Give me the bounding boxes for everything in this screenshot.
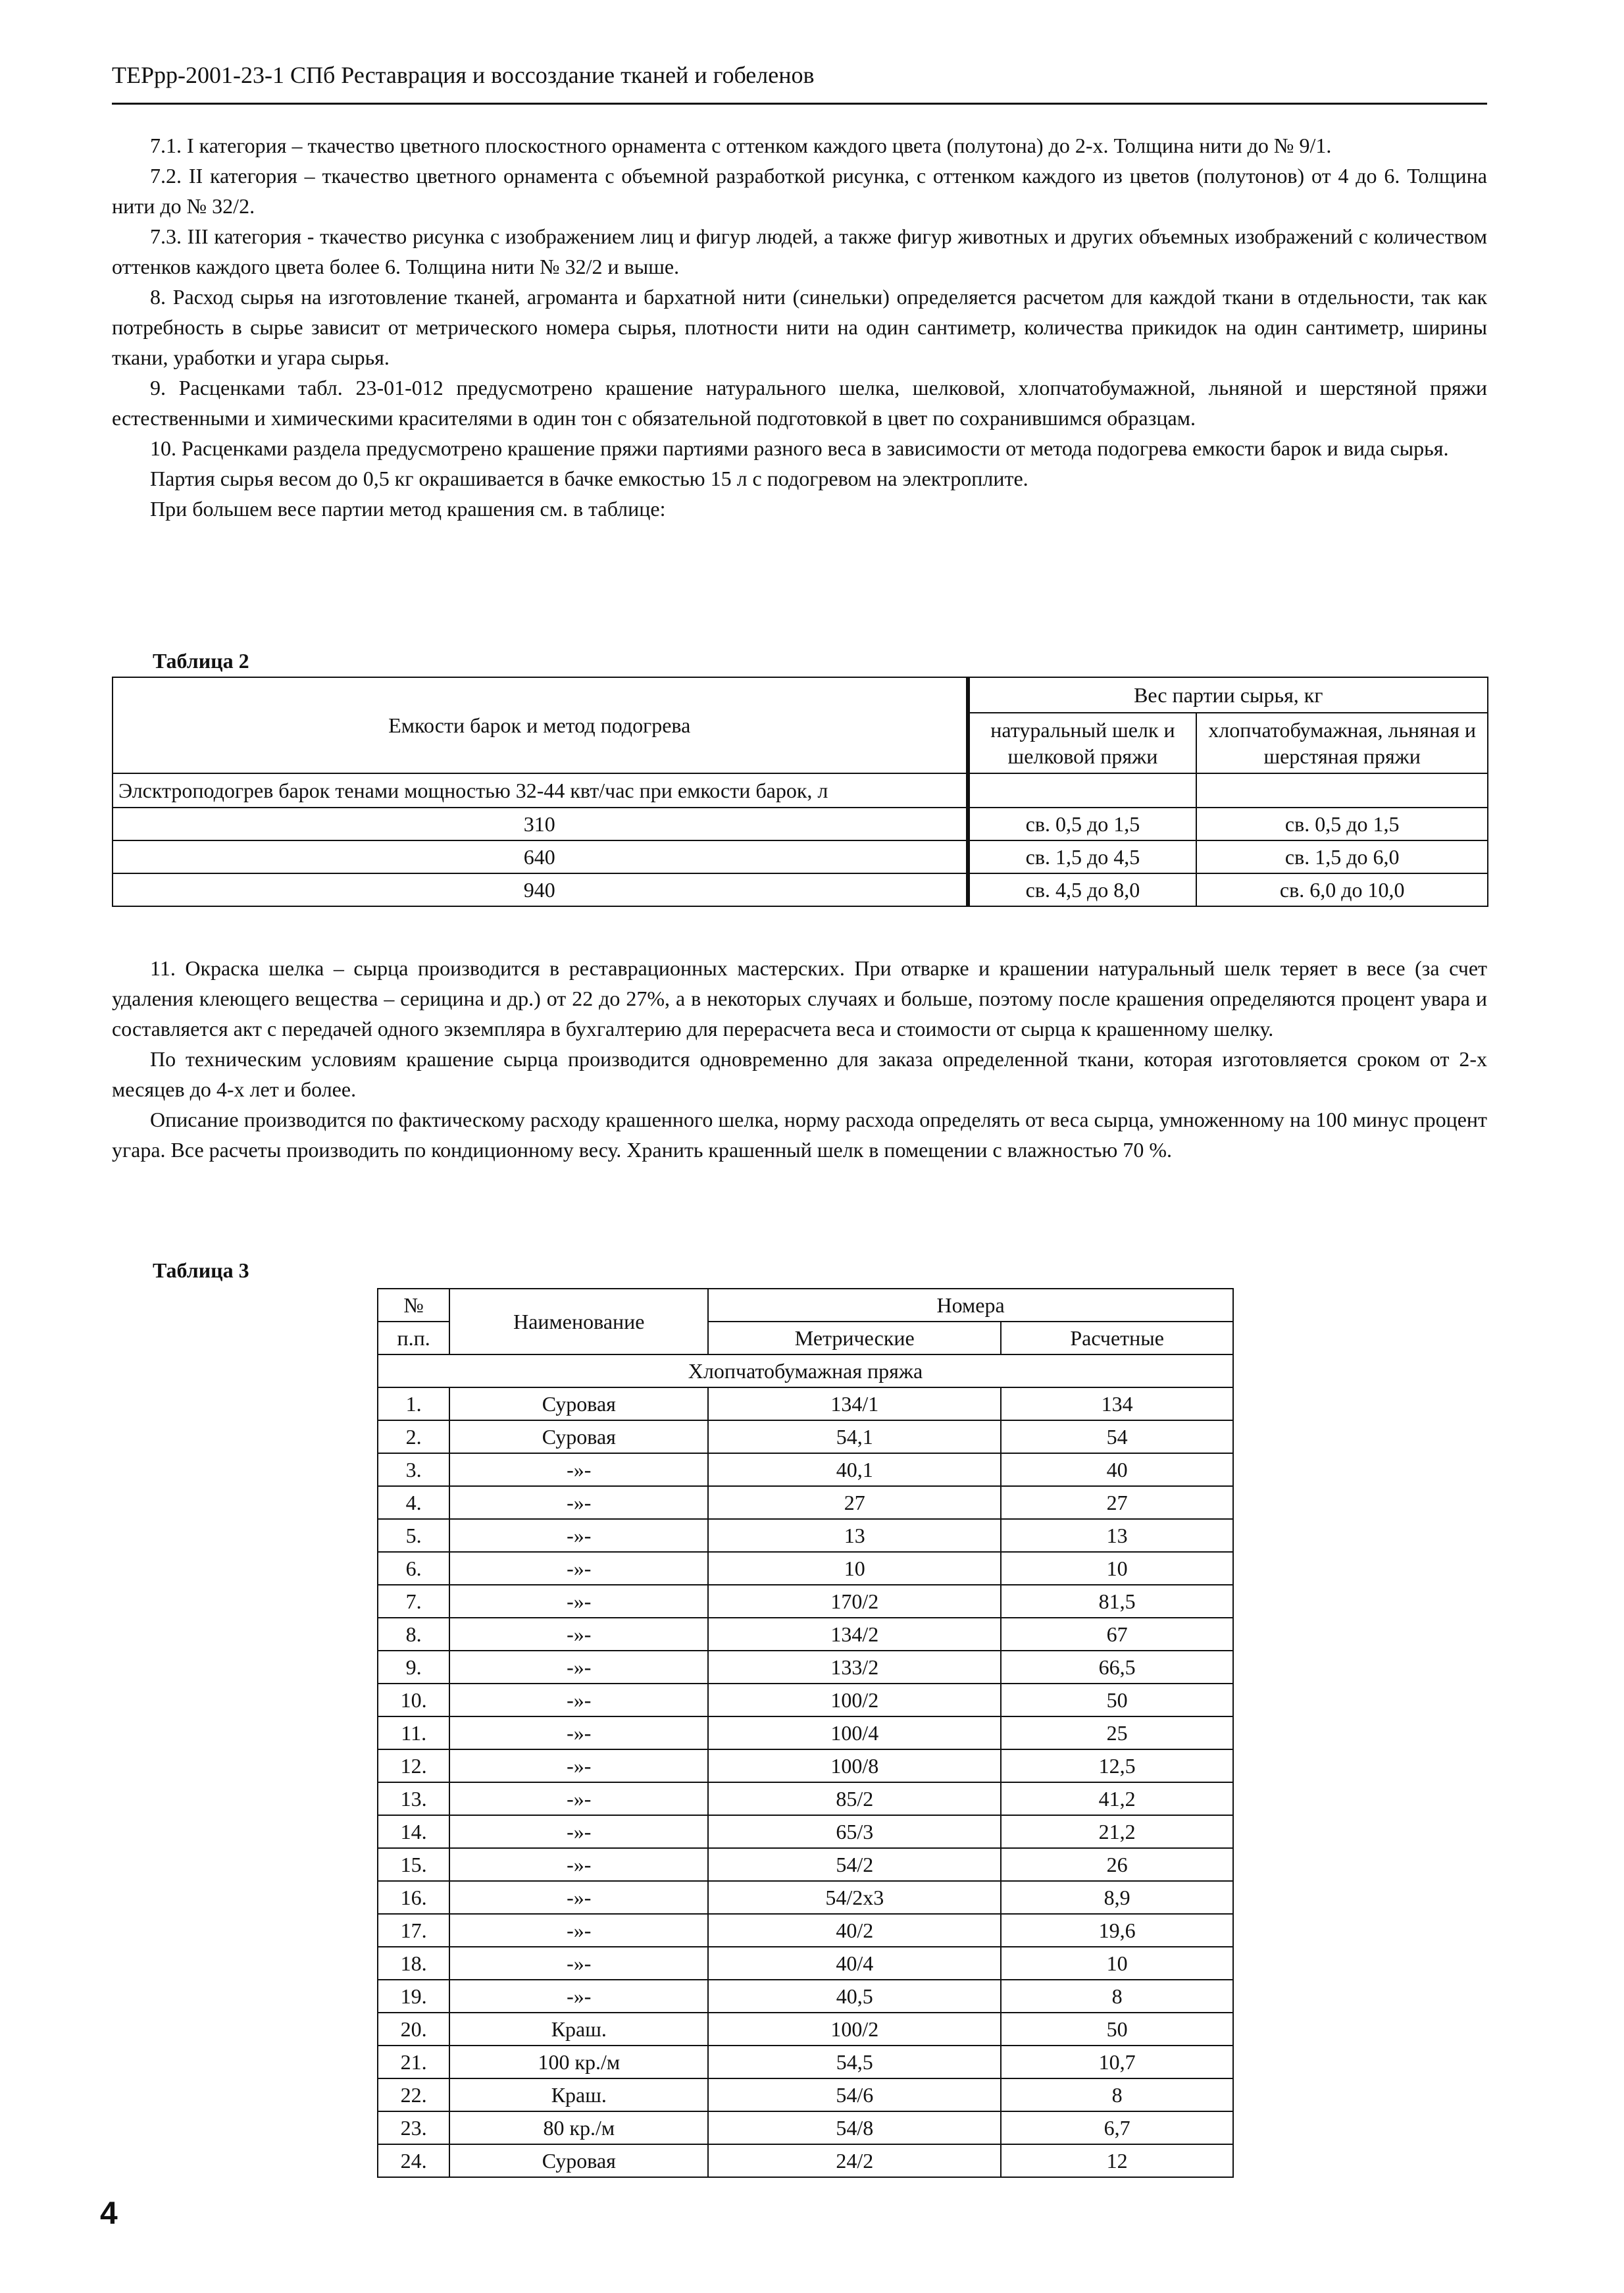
table2-col1-header: Емкости барок и метод подогрева: [113, 677, 968, 773]
table3-num-cell: 10.: [378, 1684, 449, 1716]
table3-calc-cell: 67: [1001, 1618, 1233, 1651]
table3-num-cell: 19.: [378, 1980, 449, 2013]
table3-num-cell: 7.: [378, 1585, 449, 1618]
table3-calc-cell: 12,5: [1001, 1749, 1233, 1782]
table3-calc-cell: 81,5: [1001, 1585, 1233, 1618]
table-row: [378, 1486, 1233, 1519]
table-row: [378, 1914, 1233, 1947]
table2-silk-cell: св. 1,5 до 4,5: [968, 840, 1197, 873]
table-row: [378, 1684, 1233, 1716]
top-paragraph: 7.1. I категория – ткачество цветного плоскостного орнамента с оттенком каждого цвета (полутона) до 2-х. Толщина нити до № 9/1.: [150, 134, 1332, 157]
table3-name-cell: -»-: [449, 1782, 708, 1815]
table3-num-cell: 16.: [378, 1881, 449, 1914]
table3-calc-cell: 10,7: [1001, 2046, 1233, 2078]
table3-metric-cell: 27: [708, 1486, 1001, 1519]
page-number: 4: [100, 2196, 118, 2231]
table3-name-cell: -»-: [449, 1947, 708, 1980]
table3-num-cell: 13.: [378, 1782, 449, 1815]
top-paragraph: Партия сырья весом до 0,5 кг окрашивается в бачке емкостью 15 л с подогревом на электроплите.: [150, 467, 1028, 490]
table2-capacity-cell: 640: [113, 840, 968, 873]
table-row: [378, 1552, 1233, 1585]
table2-silk-cell: св. 0,5 до 1,5: [968, 808, 1197, 840]
table3-num-cell: 8.: [378, 1618, 449, 1651]
table3-name-cell: -»-: [449, 1716, 708, 1749]
table-row: [378, 1716, 1233, 1749]
table3-num-cell: 12.: [378, 1749, 449, 1782]
top-paragraph: 7.3. III категория - ткачество рисунка с изображением лиц и фигур людей, а также фигур животных и других объемных изображений с количеством оттенков каждого цвета более 6. Толщина нити № 32/2 и выше.: [112, 224, 1487, 278]
table3-name-cell: Краш.: [449, 2078, 708, 2111]
table3-num-cell: 6.: [378, 1552, 449, 1585]
table3-metric-cell: 85/2: [708, 1782, 1001, 1815]
table3-metric-cell: 40/4: [708, 1947, 1001, 1980]
table3-calc-cell: 25: [1001, 1716, 1233, 1749]
table3-metric-cell: 54,5: [708, 2046, 1001, 2078]
table3-num-cell: 4.: [378, 1486, 449, 1519]
table-row: [378, 1848, 1233, 1881]
table3-metric-cell: 13: [708, 1519, 1001, 1552]
table3-num-cell: 22.: [378, 2078, 449, 2111]
table3-num-cell: 5.: [378, 1519, 449, 1552]
table3-metric-cell: 170/2: [708, 1585, 1001, 1618]
page-header: ТЕРрр-2001-23-1 СПб Реставрация и воссоздание тканей и гобеленов: [112, 61, 1487, 105]
table3-calc-cell: 41,2: [1001, 1782, 1233, 1815]
table3-num-cell: 2.: [378, 1420, 449, 1453]
table3-num-cell: 20.: [378, 2013, 449, 2046]
table3-metric-cell: 100/2: [708, 1684, 1001, 1716]
table2-capacity-cell: 310: [113, 808, 968, 840]
table-2: [112, 677, 1488, 907]
table-row: [378, 1881, 1233, 1914]
table2-caption: Таблица 2: [153, 649, 249, 673]
table3-calc-cell: 50: [1001, 1684, 1233, 1716]
table2-silk-cell: св. 4,5 до 8,0: [968, 873, 1197, 906]
table3-name-cell: -»-: [449, 1848, 708, 1881]
table3-metric-cell: 54/8: [708, 2111, 1001, 2144]
table3-calc-cell: 8: [1001, 1980, 1233, 2013]
table-row: [378, 2078, 1233, 2111]
table3-metric-cell: 54,1: [708, 1420, 1001, 1453]
table3-name-cell: -»-: [449, 1684, 708, 1716]
table3-name-cell: Краш.: [449, 2013, 708, 2046]
table3-name-cell: -»-: [449, 1881, 708, 1914]
table3-num-header: №: [378, 1289, 449, 1322]
table-row: [378, 1651, 1233, 1684]
table3-metric-cell: 40,1: [708, 1453, 1001, 1486]
table3-metric-cell: 54/2: [708, 1848, 1001, 1881]
table3-name-cell: -»-: [449, 1749, 708, 1782]
table3-calc-cell: 12: [1001, 2144, 1233, 2177]
table-row: [378, 2046, 1233, 2078]
table2-empty-cell: [1196, 773, 1488, 808]
table3-name-cell: Суровая: [449, 1420, 708, 1453]
table3-num-cell: 24.: [378, 2144, 449, 2177]
text-block-top: [112, 130, 1487, 524]
table3-calc-cell: 13: [1001, 1519, 1233, 1552]
table3-calc-cell: 10: [1001, 1947, 1233, 1980]
table-row: [378, 1585, 1233, 1618]
table3-name-cell: Суровая: [449, 2144, 708, 2177]
middle-paragraph: По техническим условиям крашение сырца производится одновременно для заказа определенной ткани, которая изготовляется сроком от 2-х месяцев до 4-х лет и более.: [112, 1047, 1487, 1101]
table3-calc-cell: 40: [1001, 1453, 1233, 1486]
table3-calc-header: Расчетные: [1001, 1322, 1233, 1354]
table3-numbers-header: Номера: [708, 1289, 1233, 1322]
table3-num-cell: 23.: [378, 2111, 449, 2144]
table-row: [378, 1947, 1233, 1980]
middle-paragraph: Описание производится по фактическому расходу крашенного шелка, норму расхода определять от веса сырца, умноженному на 100 минус процент угара. Все расчеты производить по кондиционному весу. Хранить крашенный шелк в помещении с влажностью 70 %.: [112, 1108, 1487, 1162]
table-row: [378, 1815, 1233, 1848]
table-row: [113, 808, 1488, 840]
table3-name-cell: -»-: [449, 1552, 708, 1585]
table3-calc-cell: 6,7: [1001, 2111, 1233, 2144]
table3-calc-cell: 19,6: [1001, 1914, 1233, 1947]
table3-name-cell: -»-: [449, 1980, 708, 2013]
table-row: [378, 1782, 1233, 1815]
table-row: [378, 1519, 1233, 1552]
table3-name-cell: 80 кр./м: [449, 2111, 708, 2144]
table-row: [378, 1453, 1233, 1486]
table3-metric-cell: 100/8: [708, 1749, 1001, 1782]
top-paragraph: 9. Расценками табл. 23-01-012 предусмотрено крашение натурального шелка, шелковой, хлопчатобумажной, льняной и шерстяной пряжи естественными и химическими красителями в один тон с обязательной подготовкой в цвет по сохранившимся образцам.: [112, 376, 1487, 430]
table3-metric-cell: 40/2: [708, 1914, 1001, 1947]
table3-calc-cell: 66,5: [1001, 1651, 1233, 1684]
top-paragraph: 7.2. II категория – ткачество цветного орнамента с объемной разработкой рисунка, с оттенком каждого из цветов (полутонов) от 4 до 6. Толщина нити до № 32/2.: [112, 164, 1487, 218]
table-row: [113, 840, 1488, 873]
table-row: [378, 1420, 1233, 1453]
table2-group-header: Вес партии сырья, кг: [968, 677, 1488, 713]
table3-metric-cell: 40,5: [708, 1980, 1001, 2013]
table3-name-header: Наименование: [449, 1289, 708, 1354]
table3-calc-cell: 10: [1001, 1552, 1233, 1585]
table3-calc-cell: 26: [1001, 1848, 1233, 1881]
table3-name-cell: -»-: [449, 1815, 708, 1848]
table3-num-cell: 15.: [378, 1848, 449, 1881]
table-row: [378, 1749, 1233, 1782]
table3-num-cell: 21.: [378, 2046, 449, 2078]
table3-num-cell: 11.: [378, 1716, 449, 1749]
table3-num-cell: 14.: [378, 1815, 449, 1848]
table3-metric-cell: 10: [708, 1552, 1001, 1585]
table-row: [378, 2111, 1233, 2144]
top-paragraph: 10. Расценками раздела предусмотрено крашение пряжи партиями разного веса в зависимости от метода подогрева емкости барок и вида сырья.: [150, 436, 1449, 460]
table3-name-cell: -»-: [449, 1519, 708, 1552]
table-row: [113, 873, 1488, 906]
table3-metric-cell: 54/2x3: [708, 1881, 1001, 1914]
table3-calc-cell: 21,2: [1001, 1815, 1233, 1848]
table3-num-cell: 3.: [378, 1453, 449, 1486]
table3-metric-cell: 100/2: [708, 2013, 1001, 2046]
table2-method-cell: Элсктроподогрев барок тенами мощностью 32-44 квт/час при емкости барок, л: [113, 773, 968, 808]
table3-num-cell: 1.: [378, 1387, 449, 1420]
top-paragraph: 8. Расход сырья на изготовление тканей, агроманта и бархатной нити (синельки) определяется расчетом для каждой ткани в отдельности, так как потребность в сырье зависит от метрического номера сырья, плотности нити на один сантиметр, количества прикидок на один сантиметр, ширины ткани, уработки и угара сырья.: [112, 285, 1487, 369]
table2-capacity-cell: 940: [113, 873, 968, 906]
table3-calc-cell: 50: [1001, 2013, 1233, 2046]
table3-calc-cell: 8: [1001, 2078, 1233, 2111]
table3-name-cell: -»-: [449, 1585, 708, 1618]
table-row: [378, 2144, 1233, 2177]
table2-silk-header: натуральный шелк и шелковой пряжи: [968, 713, 1197, 773]
table3-num-cell: 17.: [378, 1914, 449, 1947]
table-row: [378, 1387, 1233, 1420]
table-3: [377, 1288, 1234, 2178]
table3-name-cell: 100 кр./м: [449, 2046, 708, 2078]
middle-paragraph: 11. Окраска шелка – сырца производится в реставрационных мастерских. При отварке и крашении натуральный шелк теряет в весе (за счет удаления клеющего вещества – серицина и др.) от 22 до 27%, а в некоторых случаях и больше, поэтому после крашения определяются процент увара и составляется акт с передачей одного экземпляра в бухгалтерию для перерасчета веса и стоимости от сырца к крашенному шелку.: [112, 956, 1487, 1041]
table2-cotton-cell: св. 6,0 до 10,0: [1196, 873, 1488, 906]
table3-metric-cell: 24/2: [708, 2144, 1001, 2177]
table2-empty-cell: [968, 773, 1197, 808]
table3-name-cell: -»-: [449, 1651, 708, 1684]
table2-cotton-cell: св. 0,5 до 1,5: [1196, 808, 1488, 840]
table3-name-cell: -»-: [449, 1618, 708, 1651]
table3-metric-cell: 134/1: [708, 1387, 1001, 1420]
text-block-middle: [112, 953, 1487, 1165]
table3-num-subheader: п.п.: [378, 1322, 449, 1354]
table-row: [378, 2013, 1233, 2046]
table3-name-cell: Суровая: [449, 1387, 708, 1420]
table-row: [378, 1980, 1233, 2013]
table3-metric-cell: 134/2: [708, 1618, 1001, 1651]
table3-calc-cell: 8,9: [1001, 1881, 1233, 1914]
table3-metric-cell: 54/6: [708, 2078, 1001, 2111]
table3-metric-header: Метрические: [708, 1322, 1001, 1354]
table3-metric-cell: 133/2: [708, 1651, 1001, 1684]
table3-name-cell: -»-: [449, 1453, 708, 1486]
table3-name-cell: -»-: [449, 1914, 708, 1947]
table3-section-title: Хлопчатобумажная пряжа: [378, 1354, 1233, 1387]
table3-calc-cell: 54: [1001, 1420, 1233, 1453]
table3-caption: Таблица 3: [153, 1258, 249, 1282]
top-paragraph: При большем весе партии метод крашения см. в таблице:: [150, 497, 666, 521]
table3-name-cell: -»-: [449, 1486, 708, 1519]
table3-metric-cell: 100/4: [708, 1716, 1001, 1749]
table3-num-cell: 9.: [378, 1651, 449, 1684]
table2-cotton-cell: св. 1,5 до 6,0: [1196, 840, 1488, 873]
table-row: [378, 1618, 1233, 1651]
table2-cotton-header: хлопчатобумажная, льняная и шерстяная пряжи: [1196, 713, 1488, 773]
table3-calc-cell: 134: [1001, 1387, 1233, 1420]
table3-metric-cell: 65/3: [708, 1815, 1001, 1848]
table3-num-cell: 18.: [378, 1947, 449, 1980]
table3-calc-cell: 27: [1001, 1486, 1233, 1519]
